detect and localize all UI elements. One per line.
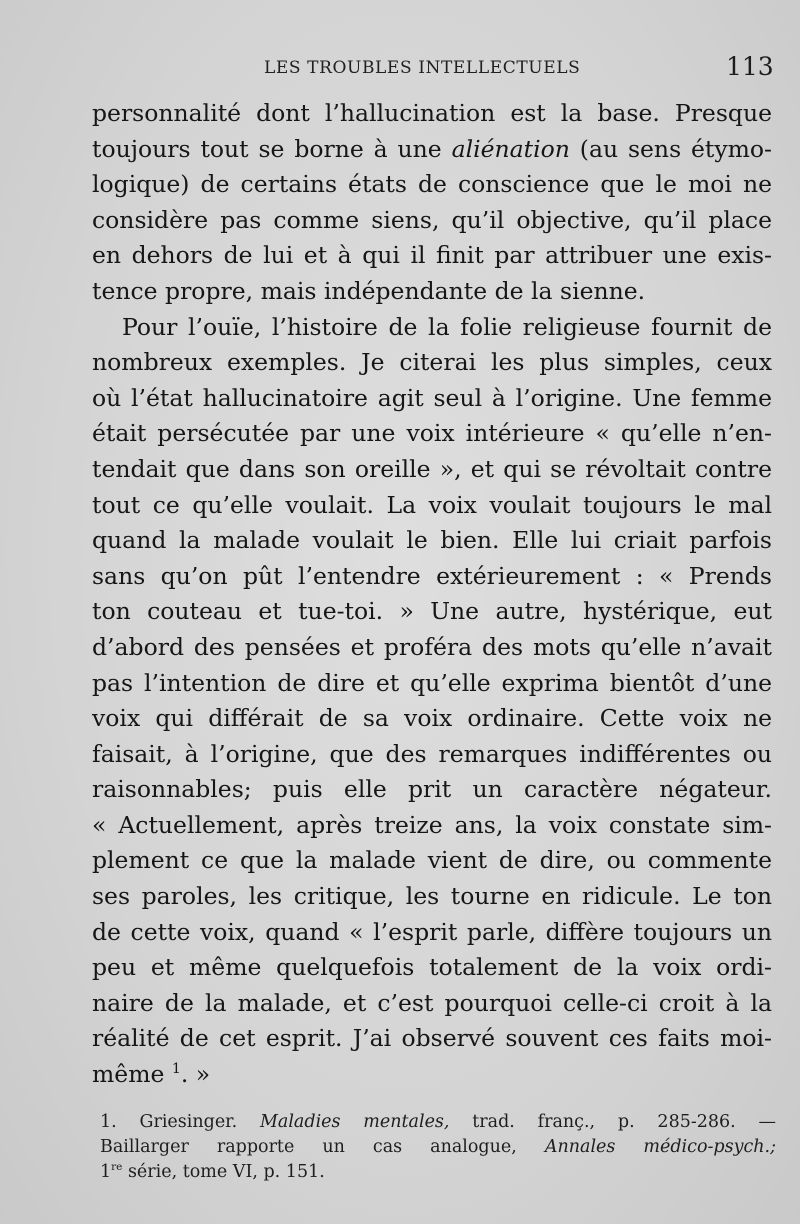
body-line-text: . »	[180, 1060, 211, 1089]
body-line-italic: aliénation	[451, 134, 570, 163]
footnote-line	[100, 1110, 776, 1135]
body-line	[92, 381, 772, 417]
body-text	[92, 96, 772, 1093]
body-line-text: plement ce que la malade vient de dire, ou commente	[92, 846, 772, 875]
body-line-text: tence propre, mais indépendante de la sienne.	[92, 276, 646, 305]
body-line-text: même	[92, 1060, 172, 1089]
body-line-text: où l’état hallucinatoire agit seul à l’origine. Une femme	[92, 383, 772, 412]
body-line	[92, 310, 772, 346]
body-line-text: tout ce qu’elle voulait. La voix voulait toujours le mal	[92, 490, 772, 519]
body-line	[92, 737, 772, 773]
body-line	[92, 1057, 772, 1093]
body-line	[92, 523, 772, 559]
body-line	[92, 132, 772, 168]
body-line	[92, 950, 772, 986]
body-line	[92, 203, 772, 239]
body-line	[92, 238, 772, 274]
body-line-text: (au sens étymo-	[569, 134, 772, 163]
body-line	[92, 808, 772, 844]
body-line-text: réalité de cet esprit. J’ai observé souvent ces faits moi-	[92, 1024, 772, 1053]
body-line-text: raisonnables; puis elle prit un caractère négateur.	[92, 775, 772, 804]
body-line	[92, 915, 772, 951]
footnote-marker: re	[111, 1161, 123, 1174]
body-line	[92, 559, 772, 595]
body-line-text: pas l’intention de dire et qu’elle exprima bientôt d’une	[92, 668, 772, 697]
body-line-text: était persécutée par une voix intérieure « qu’elle n’en-	[92, 419, 772, 448]
body-line-text: quand la malade voulait le bien. Elle lui criait parfois	[92, 526, 772, 555]
body-line-text: logique) de certains états de conscience que le moi ne	[92, 170, 772, 199]
body-line-text: voix qui différait de sa voix ordinaire. Cette voix ne	[92, 704, 772, 733]
body-line	[92, 772, 772, 808]
footnote-line-italic: Maladies mentales,	[259, 1112, 450, 1132]
page-number: 113	[726, 52, 774, 81]
body-line-text: ton couteau et tue-toi. » Une autre, hystérique, eut	[92, 597, 772, 626]
footnote-line-text: 1	[100, 1162, 112, 1182]
footnote-marker: 1	[171, 1061, 181, 1078]
body-line-text: toujours tout se borne à une	[92, 134, 452, 163]
body-line	[92, 630, 772, 666]
body-line	[92, 986, 772, 1022]
body-line-text: « Actuellement, après treize ans, la voix constate sim-	[92, 810, 772, 839]
body-line	[92, 345, 772, 381]
body-line	[92, 879, 772, 915]
running-head	[0, 52, 800, 84]
body-line-text: sans qu’on pût l’entendre extérieurement : « Prends	[92, 561, 772, 590]
body-line-text: tendait que dans son oreille », et qui se révoltait contre	[92, 454, 772, 483]
footnote-line	[100, 1135, 776, 1160]
body-line-text: ses paroles, les critique, les tourne en ridicule. Le ton	[92, 882, 772, 911]
body-line-text: Pour l’ouïe, l’histoire de la folie religieuse fournit de	[122, 312, 772, 341]
body-line	[92, 701, 772, 737]
body-line	[92, 488, 772, 524]
body-line-text: naire de la malade, et c’est pourquoi celle-ci croit à la	[92, 988, 772, 1017]
body-line	[92, 167, 772, 203]
body-line-text: considère pas comme siens, qu’il objective, qu’il place	[92, 205, 772, 234]
body-line-text: de cette voix, quand « l’esprit parle, diffère toujours un	[92, 917, 772, 946]
footnote-line-text: série, tome VI, p. 151.	[122, 1162, 325, 1182]
body-line-text: personnalité dont l’hallucination est la base. Presque	[92, 99, 772, 127]
footnote-line	[100, 1160, 776, 1185]
body-line	[92, 274, 772, 310]
body-line	[92, 666, 772, 702]
footnote-line-text: 1. Griesinger.	[100, 1112, 260, 1132]
footnote-line-text: Baillarger rapporte un cas analogue,	[100, 1137, 545, 1157]
body-line	[92, 843, 772, 879]
body-line	[92, 1021, 772, 1057]
body-line	[92, 96, 772, 132]
running-title: LES TROUBLES INTELLECTUELS	[264, 58, 581, 78]
body-line	[92, 416, 772, 452]
footnote-line-italic: Annales médico-psych.;	[544, 1137, 776, 1157]
footnote-line-text: trad. franç., p. 285-286. —	[449, 1112, 776, 1132]
body-line-text: nombreux exemples. Je citerai les plus simples, ceux	[92, 348, 772, 377]
body-line	[92, 594, 772, 630]
body-line-text: peu et même quelquefois totalement de la voix ordi-	[92, 953, 772, 982]
body-line-text: en dehors de lui et à qui il finit par attribuer une exis-	[92, 241, 772, 270]
footnote-block	[100, 1110, 776, 1185]
body-line-text: d’abord des pensées et proféra des mots qu’elle n’avait	[92, 632, 772, 661]
body-line-text: faisait, à l’origine, que des remarques indifférentes ou	[92, 739, 772, 768]
body-line	[92, 452, 772, 488]
